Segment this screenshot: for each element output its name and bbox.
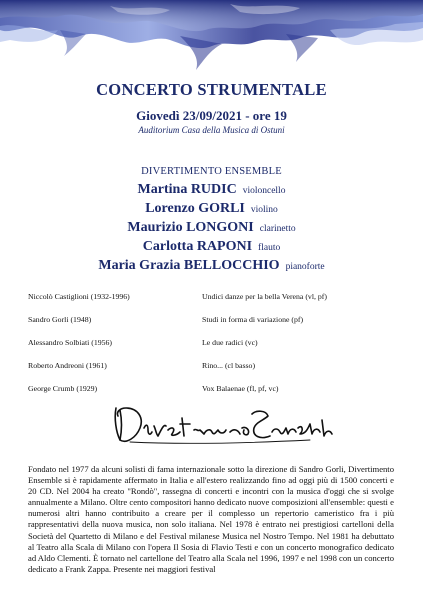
performer-item: [0, 179, 423, 198]
program-composer: Niccolò Castiglioni (1932-1996): [28, 292, 130, 301]
program-row: [28, 292, 408, 315]
concert-date: Giovedì 23/09/2021 - ore 19: [136, 108, 287, 123]
watercolor-header-banner: [0, 0, 423, 80]
concert-title: CONCERTO STRUMENTALE: [96, 80, 327, 99]
ensemble-biography: Fondato nel 1977 da alcuni solisti di fama internazionale sotto la direzione di Sandro Gorli, Divertimento Ensemble si è rapidamente affermato in Italia e all'estero realizzando fino ad oggi più di 1500 concerti e 20 CD. Nel 2004 ha creato "Rondò", rassegna di concerti e incontri con la musica d'oggi che si svolge annualmente a Milano. Oltre cento compositori hanno dedicato nuove composizioni all'ensemble: questi e numerosi altri hanno contribuito a creare per il complesso un repertorio cameristico fra i più rappresentativi della nuova musica, non solo italiana. Nel 1978 è entrato nei prestigiosi cartelloni della Società del Quartetto di Milano e del Festival milanese Musica nel Nostro Tempo. Nel 1981 ha debuttato al Teatro alla Scala di Milano con l'opera Il Sosia di Flavio Testi e con un concerto monografico dedicato ad Aldo Clementi. È tornato nel cartellone del Teatro alla Scala nel 1996, 1997 e nel 1998 con un concerto dedicato a Frank Zappa. Presente nei maggiori festival: [28, 464, 394, 574]
program-work: Studi in forma di variazione (pf): [202, 315, 304, 324]
performer-name: Carlotta RAPONI: [142, 239, 253, 254]
performer-name: Maria Grazia BELLOCCHIO: [98, 258, 280, 273]
performer-item: [0, 198, 423, 217]
performer-name: Maurizio LONGONI: [127, 220, 254, 235]
performer-name: Martina RUDIC: [137, 182, 237, 197]
performer-instrument: violino: [250, 205, 278, 215]
program-composer: Alessandro Solbiati (1956): [28, 338, 113, 347]
program-work: Le due radici (vc): [202, 338, 258, 347]
program-work: Vox Balaenae (fl, pf, vc): [202, 384, 279, 393]
program-row: [28, 315, 408, 338]
performer-item: [0, 236, 423, 255]
performer-instrument: clarinetto: [259, 224, 296, 234]
performer-item: [0, 255, 423, 274]
program-work: Rino... (cl basso): [202, 361, 256, 370]
performer-instrument: violoncello: [242, 186, 286, 196]
program-composer: Sandro Gorli (1948): [28, 315, 92, 324]
program-composer: Roberto Andreoni (1961): [28, 361, 107, 370]
ensemble-name: DIVERTIMENTO ENSEMBLE: [141, 166, 282, 177]
program-work: Undici danze per la bella Verena (vl, pf): [202, 292, 327, 301]
performer-instrument: pianoforte: [285, 262, 325, 272]
performer-item: [0, 217, 423, 236]
concert-venue: Auditorium Casa della Musica di Ostuni: [138, 125, 285, 135]
performer-instrument: flauto: [258, 243, 281, 253]
program-row: [28, 361, 408, 384]
performer-list: [0, 179, 423, 274]
program-composer: George Crumb (1929): [28, 384, 98, 393]
ensemble-signature-logo: [110, 398, 340, 448]
performer-name: Lorenzo GORLI: [145, 201, 245, 216]
program-list: [28, 292, 408, 407]
program-row: [28, 338, 408, 361]
